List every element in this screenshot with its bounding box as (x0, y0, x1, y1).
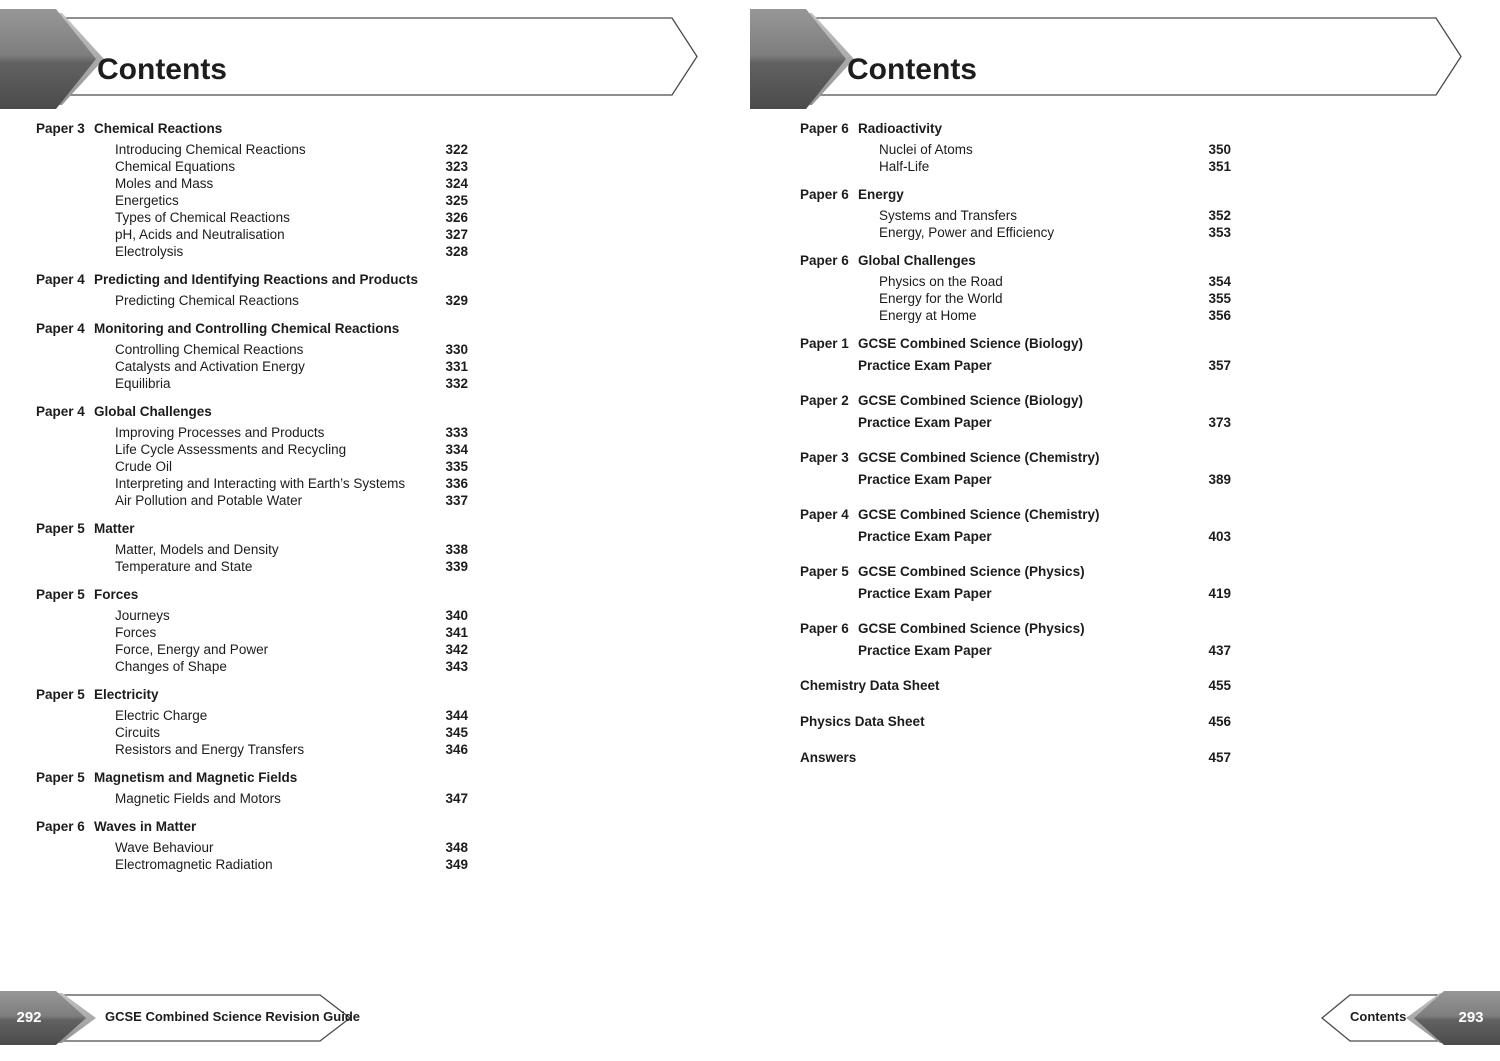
toc-item (800, 290, 1231, 307)
toc-section (800, 120, 1231, 175)
toc-section-title: Predicting and Identifying Reactions and Products (94, 272, 419, 287)
toc-item-label: Energy for the World (879, 291, 1003, 306)
toc-item (800, 471, 1231, 488)
toc-paper-label: Paper 1 (800, 336, 849, 351)
toc-page-number: 455 (1208, 678, 1231, 693)
toc-item (36, 492, 468, 509)
toc-item-label: Predicting Chemical Reactions (115, 293, 299, 308)
toc-page-number: 329 (445, 293, 468, 308)
toc-item (800, 224, 1231, 241)
toc-item (800, 528, 1231, 545)
toc-item-label: Wave Behaviour (115, 840, 214, 855)
left-footer-book-title: GCSE Combined Science Revision Guide (105, 1009, 361, 1024)
toc-section-heading (800, 620, 1231, 637)
toc-item (36, 358, 468, 375)
toc-section-title: Energy (858, 187, 904, 202)
toc-item-label: Systems and Transfers (879, 208, 1018, 223)
toc-paper-label: Paper 3 (800, 450, 849, 465)
toc-paper-label: Paper 5 (36, 587, 85, 602)
toc-page-number: 332 (445, 376, 468, 391)
toc-paper-label: Paper 3 (36, 121, 85, 136)
right-page-title: Contents (847, 53, 977, 86)
toc-page-number: 350 (1208, 142, 1231, 157)
toc-section-title: GCSE Combined Science (Chemistry) (858, 507, 1100, 522)
toc-item-label: Magnetic Fields and Motors (115, 791, 281, 806)
toc-section-heading (36, 271, 468, 288)
toc-standalone-label: Answers (800, 750, 857, 765)
toc-page-number: 357 (1208, 358, 1231, 373)
toc-page-number: 373 (1208, 415, 1231, 430)
right-footer-banner (1310, 991, 1500, 1045)
toc-item (36, 341, 468, 358)
toc-page-number: 338 (445, 542, 468, 557)
toc-item-label: Chemical Equations (115, 159, 236, 174)
toc-item (36, 243, 468, 260)
toc-section-heading (36, 403, 468, 420)
toc-section (36, 586, 468, 675)
toc-section-heading (800, 392, 1231, 409)
toc-standalone-entry (800, 677, 1231, 694)
toc-page-number: 322 (445, 142, 468, 157)
toc-item-label: Electric Charge (115, 708, 208, 723)
toc-item (36, 658, 468, 675)
toc-paper-label: Paper 2 (800, 393, 849, 408)
toc-paper-label: Paper 4 (36, 321, 85, 336)
toc-section (800, 563, 1231, 602)
toc-section-heading (800, 449, 1231, 466)
toc-section-heading (36, 686, 468, 703)
toc-item (36, 441, 468, 458)
toc-paper-label: Paper 6 (800, 621, 849, 636)
toc-item (36, 141, 468, 158)
toc-paper-label: Paper 5 (36, 770, 85, 785)
toc-page-number: 325 (445, 193, 468, 208)
toc-item (800, 414, 1231, 431)
toc-item (800, 357, 1231, 374)
toc-section (36, 520, 468, 575)
toc-section (36, 769, 468, 807)
toc-item (36, 839, 468, 856)
toc-section-title: Global Challenges (94, 404, 212, 419)
toc-page-number: 346 (445, 742, 468, 757)
left-footer-banner (0, 991, 360, 1045)
toc-item-label: Forces (115, 625, 157, 640)
toc-page-number: 330 (445, 342, 468, 357)
toc-page-number: 341 (445, 625, 468, 640)
toc-item-label: pH, Acids and Neutralisation (115, 227, 285, 242)
toc-section-title: Waves in Matter (94, 819, 197, 834)
toc-page-number: 403 (1208, 529, 1231, 544)
toc-section (800, 506, 1231, 545)
toc-paper-label: Paper 6 (800, 121, 849, 136)
toc-item (36, 790, 468, 807)
toc-item (36, 707, 468, 724)
toc-item (36, 192, 468, 209)
toc-item-label: Circuits (115, 725, 161, 740)
toc-paper-label: Paper 6 (800, 187, 849, 202)
toc-item (36, 607, 468, 624)
toc-item (36, 158, 468, 175)
toc-item-label: Controlling Chemical Reactions (115, 342, 304, 357)
toc-page-number: 437 (1208, 643, 1231, 658)
toc-section-heading (36, 520, 468, 537)
toc-item-label: Half-Life (879, 159, 930, 174)
toc-item-label: Physics on the Road (879, 274, 1003, 289)
toc-item-label: Life Cycle Assessments and Recycling (115, 442, 347, 457)
toc-standalone-entry (800, 749, 1231, 766)
toc-item (36, 856, 468, 873)
toc-section-title: GCSE Combined Science (Biology) (858, 393, 1084, 408)
toc-page-number: 337 (445, 493, 468, 508)
toc-paper-label: Paper 5 (36, 687, 85, 702)
toc-section-title: Forces (94, 587, 139, 602)
right-page-toc (800, 120, 1231, 785)
toc-section (800, 335, 1231, 374)
toc-item-label: Electrolysis (115, 244, 184, 259)
toc-page-number: 339 (445, 559, 468, 574)
toc-item (36, 541, 468, 558)
toc-page-number: 333 (445, 425, 468, 440)
toc-paper-label: Paper 4 (36, 404, 85, 419)
right-header-banner (750, 15, 1462, 110)
toc-item (36, 226, 468, 243)
toc-item-label: Practice Exam Paper (858, 415, 992, 430)
right-footer-page-number: 293 (1458, 1009, 1484, 1026)
toc-section-heading (36, 120, 468, 137)
toc-item-label: Catalysts and Activation Energy (115, 359, 305, 374)
toc-item (800, 158, 1231, 175)
toc-section-heading (36, 320, 468, 337)
toc-item (36, 641, 468, 658)
toc-section-heading (800, 335, 1231, 352)
toc-standalone-label: Physics Data Sheet (800, 714, 925, 729)
toc-paper-label: Paper 4 (800, 507, 849, 522)
toc-item (36, 292, 468, 309)
toc-item-label: Energy, Power and Efficiency (879, 225, 1055, 240)
toc-item-label: Practice Exam Paper (858, 586, 992, 601)
toc-item-label: Force, Energy and Power (115, 642, 269, 657)
toc-item-label: Moles and Mass (115, 176, 214, 191)
toc-page-number: 342 (445, 642, 468, 657)
toc-item-label: Introducing Chemical Reactions (115, 142, 306, 157)
toc-paper-label: Paper 5 (800, 564, 849, 579)
toc-section-heading (36, 818, 468, 835)
toc-item-label: Energy at Home (879, 308, 977, 323)
toc-paper-label: Paper 6 (36, 819, 85, 834)
toc-page-number: 457 (1208, 750, 1231, 765)
toc-section (36, 320, 468, 392)
toc-page-number: 344 (445, 708, 468, 723)
toc-item-label: Practice Exam Paper (858, 643, 992, 658)
toc-section (800, 620, 1231, 659)
toc-page-number: 354 (1208, 274, 1231, 289)
toc-section-title: Global Challenges (858, 253, 976, 268)
toc-section-title: GCSE Combined Science (Physics) (858, 621, 1085, 636)
toc-section-title: Matter (94, 521, 135, 536)
left-page-title: Contents (97, 53, 227, 86)
toc-page-number: 343 (445, 659, 468, 674)
toc-item (800, 207, 1231, 224)
toc-section-title: GCSE Combined Science (Physics) (858, 564, 1085, 579)
toc-section (36, 686, 468, 758)
toc-page-number: 356 (1208, 308, 1231, 323)
toc-paper-label: Paper 5 (36, 521, 85, 536)
toc-section-heading (800, 186, 1231, 203)
toc-section (800, 392, 1231, 431)
toc-page-number: 347 (445, 791, 468, 806)
toc-section (800, 449, 1231, 488)
toc-item-label: Nuclei of Atoms (879, 142, 973, 157)
toc-page-number: 348 (445, 840, 468, 855)
toc-section-title: Chemical Reactions (94, 121, 223, 136)
toc-item (36, 175, 468, 192)
toc-page-number: 355 (1208, 291, 1231, 306)
toc-item-label: Equilibria (115, 376, 171, 391)
toc-page-number: 345 (445, 725, 468, 740)
toc-page-number: 352 (1208, 208, 1231, 223)
toc-section-title: Magnetism and Magnetic Fields (94, 770, 298, 785)
toc-section-title: GCSE Combined Science (Chemistry) (858, 450, 1100, 465)
toc-item (36, 741, 468, 758)
toc-item (36, 724, 468, 741)
toc-item (36, 375, 468, 392)
toc-page-number: 326 (445, 210, 468, 225)
toc-section-title: Radioactivity (858, 121, 943, 136)
left-page-toc (36, 120, 468, 884)
toc-paper-label: Paper 6 (800, 253, 849, 268)
toc-section-heading (36, 586, 468, 603)
toc-section-title: GCSE Combined Science (Biology) (858, 336, 1084, 351)
toc-section-heading (800, 120, 1231, 137)
toc-item-label: Types of Chemical Reactions (115, 210, 290, 225)
toc-standalone-entry (800, 713, 1231, 730)
toc-page-number: 327 (445, 227, 468, 242)
toc-item-label: Changes of Shape (115, 659, 227, 674)
toc-paper-label: Paper 4 (36, 272, 85, 287)
left-header-banner (0, 15, 710, 110)
toc-item-label: Practice Exam Paper (858, 472, 992, 487)
toc-item (800, 141, 1231, 158)
toc-page-number: 351 (1208, 159, 1231, 174)
toc-item-label: Temperature and State (115, 559, 253, 574)
toc-section-heading (800, 252, 1231, 269)
toc-page-number: 340 (445, 608, 468, 623)
toc-section-heading (36, 769, 468, 786)
toc-page-number: 456 (1208, 714, 1231, 729)
toc-standalone-label: Chemistry Data Sheet (800, 678, 940, 693)
toc-item (36, 558, 468, 575)
toc-item-label: Journeys (115, 608, 170, 623)
toc-item-label: Air Pollution and Potable Water (115, 493, 303, 508)
toc-item (36, 424, 468, 441)
toc-item-label: Improving Processes and Products (115, 425, 325, 440)
toc-section (800, 186, 1231, 241)
toc-item (36, 624, 468, 641)
toc-item-label: Crude Oil (115, 459, 173, 474)
toc-section (800, 252, 1231, 324)
toc-item-label: Energetics (115, 193, 179, 208)
toc-section-title: Electricity (94, 687, 159, 702)
toc-item (36, 475, 468, 492)
right-footer-section-label: Contents (1350, 1009, 1407, 1024)
toc-section (36, 403, 468, 509)
toc-item-label: Matter, Models and Density (115, 542, 279, 557)
toc-item (800, 585, 1231, 602)
toc-page-number: 419 (1208, 586, 1231, 601)
toc-page-number: 389 (1208, 472, 1231, 487)
toc-item (36, 209, 468, 226)
toc-item-label: Electromagnetic Radiation (115, 857, 273, 872)
toc-section (36, 271, 468, 309)
toc-item (800, 273, 1231, 290)
toc-page-number: 331 (445, 359, 468, 374)
toc-section (36, 120, 468, 260)
toc-page-number: 335 (445, 459, 468, 474)
toc-page-number: 323 (445, 159, 468, 174)
toc-section-heading (800, 563, 1231, 580)
toc-section (36, 818, 468, 873)
toc-item (36, 458, 468, 475)
toc-item-label: Practice Exam Paper (858, 358, 992, 373)
toc-item-label: Resistors and Energy Transfers (115, 742, 305, 757)
toc-page-number: 324 (445, 176, 468, 191)
toc-item-label: Interpreting and Interacting with Earth’s Systems (115, 476, 406, 491)
toc-page-number: 353 (1208, 225, 1231, 240)
toc-item (800, 307, 1231, 324)
toc-page-number: 328 (445, 244, 468, 259)
left-footer-page-number: 292 (16, 1009, 42, 1026)
toc-section-heading (800, 506, 1231, 523)
toc-item (800, 642, 1231, 659)
toc-page-number: 334 (445, 442, 468, 457)
toc-page-number: 336 (445, 476, 468, 491)
toc-item-label: Practice Exam Paper (858, 529, 992, 544)
toc-section-title: Monitoring and Controlling Chemical Reactions (94, 321, 400, 336)
toc-page-number: 349 (445, 857, 468, 872)
